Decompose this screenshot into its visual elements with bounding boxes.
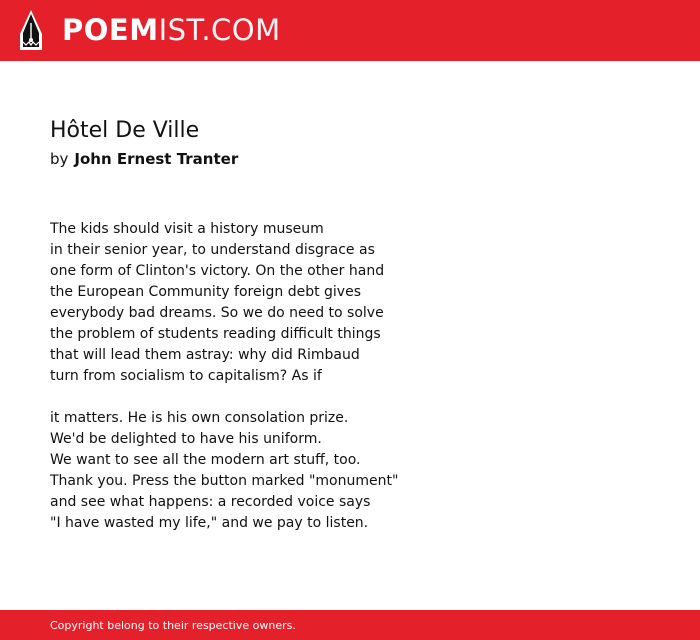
poem-line: Thank you. Press the button marked "monument" [50, 473, 399, 489]
poem-line: the problem of students reading difficult things [50, 326, 381, 342]
poem-title: Hôtel De Ville [50, 118, 200, 143]
author-link[interactable]: John Ernest Tranter [74, 150, 239, 168]
site-footer [0, 610, 700, 640]
poem-stanza [50, 408, 398, 534]
fountain-pen-nib-icon [18, 9, 44, 51]
logo-text-bold: POEM [62, 13, 159, 47]
copyright-notice: Copyright belong to their respective owners. [50, 619, 296, 632]
poem-line: The kids should visit a history museum [50, 221, 324, 237]
poem-line: the European Community foreign debt gives [50, 284, 361, 300]
logo-text-rest: IST.COM [158, 13, 281, 47]
poem-line: everybody bad dreams. So we do need to solve [50, 305, 384, 321]
poem-line: and see what happens: a recorded voice says [50, 494, 371, 510]
poem-line: it matters. He is his own consolation prize. [50, 410, 349, 426]
poem-line: turn from socialism to capitalism? As if [50, 368, 322, 384]
poem-stanza [50, 219, 384, 387]
by-label: by [50, 150, 69, 168]
site-logo-link[interactable] [18, 8, 281, 52]
poem-line: one form of Clinton's victory. On the other hand [50, 263, 385, 279]
poem-byline [50, 148, 238, 170]
poem-line: that will lead them astray: why did Rimbaud [50, 347, 360, 363]
poem-line: in their senior year, to understand disgrace as [50, 242, 375, 258]
poem-line: "I have wasted my life," and we pay to listen. [50, 515, 369, 531]
site-logo-text [62, 8, 281, 52]
poem-line: We'd be delighted to have his uniform. [50, 431, 322, 447]
poem-line: We want to see all the modern art stuff, too. [50, 452, 361, 468]
site-header [0, 0, 700, 61]
